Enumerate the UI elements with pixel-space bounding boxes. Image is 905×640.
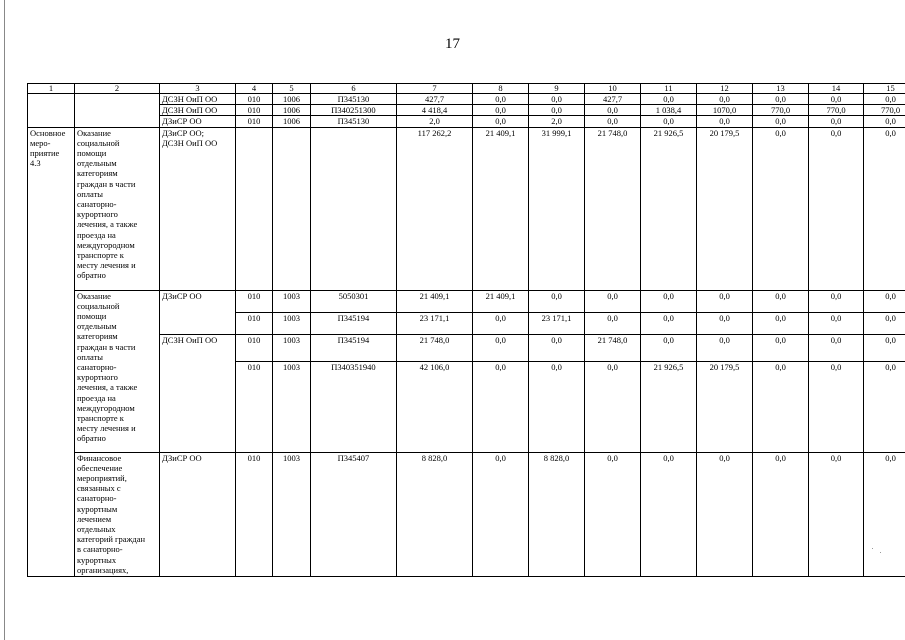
amount-cell: 0,0 xyxy=(585,452,641,576)
table-row xyxy=(28,116,905,127)
amount-cell: 0,0 xyxy=(809,127,864,290)
amount-cell: 0,0 xyxy=(641,334,697,361)
column-header: 10 xyxy=(585,84,641,94)
code-cell: 1006 xyxy=(273,116,311,127)
amount-cell: 21 748,0 xyxy=(397,334,473,361)
amount-cell: 20 179,5 xyxy=(697,361,753,452)
code-cell: 1006 xyxy=(273,94,311,105)
amount-cell: 23 171,1 xyxy=(397,312,473,334)
amount-cell: 0,0 xyxy=(529,94,585,105)
code-cell: 1003 xyxy=(273,452,311,576)
amount-cell: 0,0 xyxy=(864,127,905,290)
amount-cell: 0,0 xyxy=(864,312,905,334)
executor-cell: ДЗиСР ОО; ДСЗН ОиП ОО xyxy=(160,127,236,290)
column-header: 15 xyxy=(864,84,905,94)
amount-cell: 42 106,0 xyxy=(397,361,473,452)
amount-cell: 0,0 xyxy=(753,361,809,452)
amount-cell: 0,0 xyxy=(697,290,753,312)
column-header: 9 xyxy=(529,84,585,94)
amount-cell: 0,0 xyxy=(641,452,697,576)
amount-cell: 0,0 xyxy=(864,334,905,361)
amount-cell: 0,0 xyxy=(697,94,753,105)
amount-cell: 117 262,2 xyxy=(397,127,473,290)
code-cell: П340351940 xyxy=(311,361,397,452)
column-header: 7 xyxy=(397,84,473,94)
amount-cell: 0,0 xyxy=(697,312,753,334)
empty-cell xyxy=(236,127,273,290)
amount-cell: 0,0 xyxy=(753,334,809,361)
amount-cell: 0,0 xyxy=(809,312,864,334)
amount-cell: 0,0 xyxy=(753,116,809,127)
code-cell: 010 xyxy=(236,94,273,105)
amount-cell: 21 748,0 xyxy=(585,127,641,290)
amount-cell: 0,0 xyxy=(641,290,697,312)
sub-measure-row xyxy=(28,334,905,361)
amount-cell: 0,0 xyxy=(697,116,753,127)
amount-cell: 0,0 xyxy=(529,361,585,452)
amount-cell: 8 828,0 xyxy=(397,452,473,576)
amount-cell: 0,0 xyxy=(641,116,697,127)
code-cell: П345194 xyxy=(311,312,397,334)
amount-cell: 2,0 xyxy=(529,116,585,127)
amount-cell: 0,0 xyxy=(585,361,641,452)
amount-cell: 0,0 xyxy=(641,94,697,105)
amount-cell: 0,0 xyxy=(585,290,641,312)
page-left-edge xyxy=(4,0,5,640)
amount-cell: 1 038,4 xyxy=(641,105,697,116)
executor-cell: ДЗиСР ОО xyxy=(160,116,236,127)
amount-cell: 0,0 xyxy=(753,290,809,312)
column-header: 11 xyxy=(641,84,697,94)
amount-cell: 23 171,1 xyxy=(529,312,585,334)
scan-speck xyxy=(880,552,881,553)
code-cell: П345407 xyxy=(311,452,397,576)
amount-cell: 0,0 xyxy=(473,452,529,576)
amount-cell: 2,0 xyxy=(397,116,473,127)
executor-cell: ДЗиСР ОО xyxy=(160,452,236,576)
budget-table xyxy=(27,83,905,577)
code-cell: 010 xyxy=(236,290,273,312)
amount-cell: 0,0 xyxy=(473,105,529,116)
amount-cell: 31 999,1 xyxy=(529,127,585,290)
code-cell: П345194 xyxy=(311,334,397,361)
code-cell: 010 xyxy=(236,452,273,576)
measure-description: Финансовое обеспечение мероприятий, связанных с санаторно- курортным лечением отдельных категорий граждан в санаторно- курортных организациях, xyxy=(75,452,160,576)
code-cell: 010 xyxy=(236,312,273,334)
amount-cell: 0,0 xyxy=(753,94,809,105)
amount-cell: 21 409,1 xyxy=(397,290,473,312)
amount-cell: 0,0 xyxy=(473,334,529,361)
amount-cell: 770,0 xyxy=(864,105,905,116)
page-number: 17 xyxy=(445,36,460,52)
amount-cell: 20 179,5 xyxy=(697,127,753,290)
column-header: 2 xyxy=(75,84,160,94)
measure-description: Оказание социальной помощи отдельным категориям граждан в части оплаты санаторно- курортного лечения, а также проезда на междугородном транспорте к месту лечения и обратно xyxy=(75,290,160,452)
code-cell: 1003 xyxy=(273,312,311,334)
amount-cell: 0,0 xyxy=(529,290,585,312)
code-cell: П345130 xyxy=(311,116,397,127)
amount-cell: 0,0 xyxy=(809,334,864,361)
table-row xyxy=(28,105,905,116)
amount-cell: 21 926,5 xyxy=(641,127,697,290)
column-header: 8 xyxy=(473,84,529,94)
main-measure-row xyxy=(28,127,905,290)
empty-cell xyxy=(311,127,397,290)
amount-cell: 770,0 xyxy=(809,105,864,116)
amount-cell: 0,0 xyxy=(753,127,809,290)
amount-cell: 21 409,1 xyxy=(473,290,529,312)
code-cell: 010 xyxy=(236,105,273,116)
code-cell: 1006 xyxy=(273,105,311,116)
amount-cell: 0,0 xyxy=(529,105,585,116)
financing-measure-row xyxy=(28,452,905,576)
amount-cell: 0,0 xyxy=(809,452,864,576)
measure-description: Оказание социальной помощи отдельным категориям граждан в части оплаты санаторно- курортного лечения, а также проезда на междугородном транспорте к месту лечения и обратно xyxy=(75,127,160,290)
amount-cell: 0,0 xyxy=(697,452,753,576)
column-header: 1 xyxy=(28,84,75,94)
amount-cell: 0,0 xyxy=(585,105,641,116)
code-cell: 1003 xyxy=(273,290,311,312)
code-cell: 010 xyxy=(236,334,273,361)
amount-cell: 1070,0 xyxy=(697,105,753,116)
amount-cell: 0,0 xyxy=(809,116,864,127)
amount-cell: 21 409,1 xyxy=(473,127,529,290)
amount-cell: 0,0 xyxy=(864,116,905,127)
code-cell: 010 xyxy=(236,361,273,452)
empty-cell xyxy=(75,94,160,128)
amount-cell: 8 828,0 xyxy=(529,452,585,576)
amount-cell: 0,0 xyxy=(641,312,697,334)
amount-cell: 21 926,5 xyxy=(641,361,697,452)
executor-cell: ДСЗН ОиП ОО xyxy=(160,334,236,452)
code-cell: 5050301 xyxy=(311,290,397,312)
scan-speck xyxy=(872,548,873,549)
column-number-row xyxy=(28,84,905,94)
amount-cell: 0,0 xyxy=(473,116,529,127)
executor-cell: ДЗиСР ОО xyxy=(160,290,236,334)
code-cell: 010 xyxy=(236,116,273,127)
amount-cell: 0,0 xyxy=(809,290,864,312)
column-header: 13 xyxy=(753,84,809,94)
amount-cell: 0,0 xyxy=(473,94,529,105)
amount-cell: 0,0 xyxy=(585,116,641,127)
column-header: 14 xyxy=(809,84,864,94)
column-header: 5 xyxy=(273,84,311,94)
table-row xyxy=(28,94,905,105)
amount-cell: 427,7 xyxy=(397,94,473,105)
amount-cell: 0,0 xyxy=(864,290,905,312)
amount-cell: 0,0 xyxy=(753,452,809,576)
amount-cell: 0,0 xyxy=(473,361,529,452)
amount-cell: 21 748,0 xyxy=(585,334,641,361)
column-header: 6 xyxy=(311,84,397,94)
amount-cell: 0,0 xyxy=(864,452,905,576)
amount-cell: 0,0 xyxy=(585,312,641,334)
amount-cell: 0,0 xyxy=(753,312,809,334)
code-cell: П345130 xyxy=(311,94,397,105)
main-measure-label: Основное меро- приятие 4.3 xyxy=(28,127,75,576)
code-cell: П340251300 xyxy=(311,105,397,116)
column-header: 12 xyxy=(697,84,753,94)
amount-cell: 0,0 xyxy=(809,94,864,105)
executor-cell: ДСЗН ОиП ОО xyxy=(160,94,236,105)
amount-cell: 770,0 xyxy=(753,105,809,116)
amount-cell: 0,0 xyxy=(697,334,753,361)
amount-cell: 4 418,4 xyxy=(397,105,473,116)
code-cell: 1003 xyxy=(273,361,311,452)
amount-cell: 0,0 xyxy=(473,312,529,334)
empty-cell xyxy=(28,94,75,128)
sub-measure-row xyxy=(28,290,905,312)
amount-cell: 0,0 xyxy=(809,361,864,452)
column-header: 3 xyxy=(160,84,236,94)
executor-cell: ДСЗН ОиП ОО xyxy=(160,105,236,116)
amount-cell: 0,0 xyxy=(864,361,905,452)
column-header: 4 xyxy=(236,84,273,94)
amount-cell: 427,7 xyxy=(585,94,641,105)
empty-cell xyxy=(273,127,311,290)
code-cell: 1003 xyxy=(273,334,311,361)
amount-cell: 0,0 xyxy=(529,334,585,361)
amount-cell: 0,0 xyxy=(864,94,905,105)
